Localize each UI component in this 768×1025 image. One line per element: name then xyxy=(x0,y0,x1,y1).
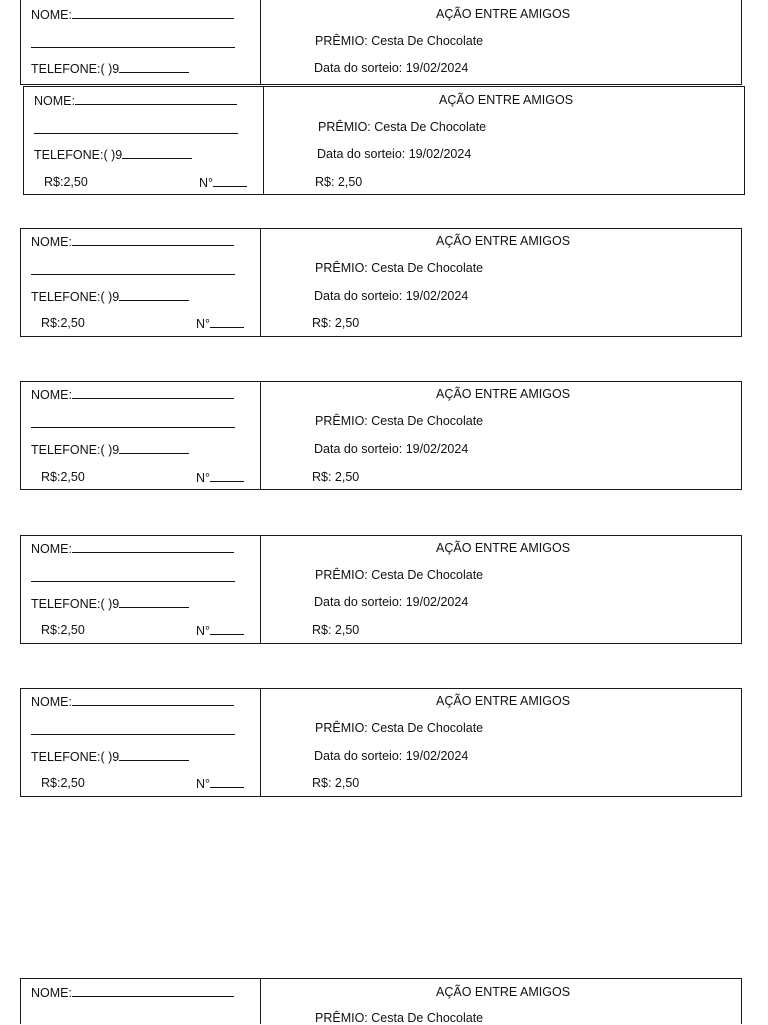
raffle-ticket xyxy=(20,535,742,644)
name-field[interactable] xyxy=(31,7,234,22)
draw-date: Data do sorteio: 19/02/2024 xyxy=(314,749,469,763)
ticket-stub xyxy=(21,979,261,1024)
stub-price: R$:2,50 xyxy=(41,623,85,637)
ticket-stub xyxy=(21,382,261,489)
draw-date: Data do sorteio: 19/02/2024 xyxy=(314,595,469,609)
draw-date: Data do sorteio: 19/02/2024 xyxy=(317,147,472,161)
name-extra-line[interactable] xyxy=(34,122,238,134)
stub-price: R$:2,50 xyxy=(41,316,85,330)
ticket-title: AÇÃO ENTRE AMIGOS xyxy=(436,7,571,21)
name-label: NOME: xyxy=(34,94,75,108)
name-label: NOME: xyxy=(31,695,72,709)
name-label: NOME: xyxy=(31,388,72,402)
phone-label: TELEFONE:( )9 xyxy=(31,290,120,304)
phone-field[interactable] xyxy=(31,289,189,304)
ticket-stub xyxy=(21,229,261,336)
raffle-ticket xyxy=(20,0,742,85)
ticket-stub xyxy=(24,87,264,194)
phone-field[interactable] xyxy=(31,442,189,457)
raffle-ticket xyxy=(20,381,742,490)
phone-field[interactable] xyxy=(31,61,189,76)
prize-text: PRÊMIO: Cesta De Chocolate xyxy=(318,120,487,134)
number-label: N° xyxy=(196,317,211,331)
name-label: NOME: xyxy=(31,235,72,249)
phone-label: TELEFONE:( )9 xyxy=(31,750,120,764)
phone-label: TELEFONE:( )9 xyxy=(31,597,120,611)
name-label: NOME: xyxy=(31,542,72,556)
ticket-title: AÇÃO ENTRE AMIGOS xyxy=(436,234,571,248)
draw-date: Data do sorteio: 19/02/2024 xyxy=(314,442,469,456)
number-label: N° xyxy=(199,176,214,190)
phone-label: TELEFONE:( )9 xyxy=(34,148,123,162)
phone-field[interactable] xyxy=(31,596,189,611)
name-extra-line[interactable] xyxy=(31,570,235,582)
ticket-stub xyxy=(21,536,261,643)
name-field[interactable] xyxy=(31,694,234,709)
prize-text: PRÊMIO: Cesta De Chocolate xyxy=(315,261,484,275)
ticket-price: R$: 2,50 xyxy=(312,470,360,484)
ticket-title: AÇÃO ENTRE AMIGOS xyxy=(436,387,571,401)
ticket-title: AÇÃO ENTRE AMIGOS xyxy=(436,541,571,555)
ticket-price: R$: 2,50 xyxy=(312,316,360,330)
name-extra-line[interactable] xyxy=(31,263,235,275)
name-field[interactable] xyxy=(31,985,234,1000)
raffle-ticket xyxy=(23,86,745,195)
number-field[interactable] xyxy=(196,316,244,331)
ticket-price: R$: 2,50 xyxy=(312,623,360,637)
number-label: N° xyxy=(196,471,211,485)
name-extra-line[interactable] xyxy=(31,723,235,735)
name-field[interactable] xyxy=(31,387,234,402)
number-field[interactable] xyxy=(196,623,244,638)
stub-price: R$:2,50 xyxy=(44,175,88,189)
raffle-ticket xyxy=(20,688,742,797)
name-field[interactable] xyxy=(34,93,237,108)
ticket-title: AÇÃO ENTRE AMIGOS xyxy=(436,985,571,999)
name-field[interactable] xyxy=(31,234,234,249)
stub-price: R$:2,50 xyxy=(41,470,85,484)
phone-field[interactable] xyxy=(31,749,189,764)
stub-price: R$:2,50 xyxy=(41,776,85,790)
phone-field[interactable] xyxy=(34,147,192,162)
draw-date: Data do sorteio: 19/02/2024 xyxy=(314,61,469,75)
number-field[interactable] xyxy=(196,776,244,791)
name-field[interactable] xyxy=(31,541,234,556)
phone-label: TELEFONE:( )9 xyxy=(31,443,120,457)
prize-text: PRÊMIO: Cesta De Chocolate xyxy=(315,414,484,428)
name-label: NOME: xyxy=(31,8,72,22)
ticket-price: R$: 2,50 xyxy=(312,776,360,790)
number-label: N° xyxy=(196,777,211,791)
number-field[interactable] xyxy=(199,175,247,190)
raffle-ticket xyxy=(20,228,742,337)
raffle-ticket xyxy=(20,978,742,1024)
ticket-title: AÇÃO ENTRE AMIGOS xyxy=(439,93,574,107)
prize-text: PRÊMIO: Cesta De Chocolate xyxy=(315,1011,484,1025)
ticket-price: R$: 2,50 xyxy=(315,175,363,189)
name-extra-line[interactable] xyxy=(31,416,235,428)
ticket-stub xyxy=(21,689,261,796)
name-label: NOME: xyxy=(31,986,72,1000)
ticket-stub xyxy=(21,0,261,84)
prize-text: PRÊMIO: Cesta De Chocolate xyxy=(315,568,484,582)
prize-text: PRÊMIO: Cesta De Chocolate xyxy=(315,34,484,48)
prize-text: PRÊMIO: Cesta De Chocolate xyxy=(315,721,484,735)
number-label: N° xyxy=(196,624,211,638)
name-extra-line[interactable] xyxy=(31,36,235,48)
ticket-title: AÇÃO ENTRE AMIGOS xyxy=(436,694,571,708)
draw-date: Data do sorteio: 19/02/2024 xyxy=(314,289,469,303)
phone-label: TELEFONE:( )9 xyxy=(31,62,120,76)
number-field[interactable] xyxy=(196,470,244,485)
